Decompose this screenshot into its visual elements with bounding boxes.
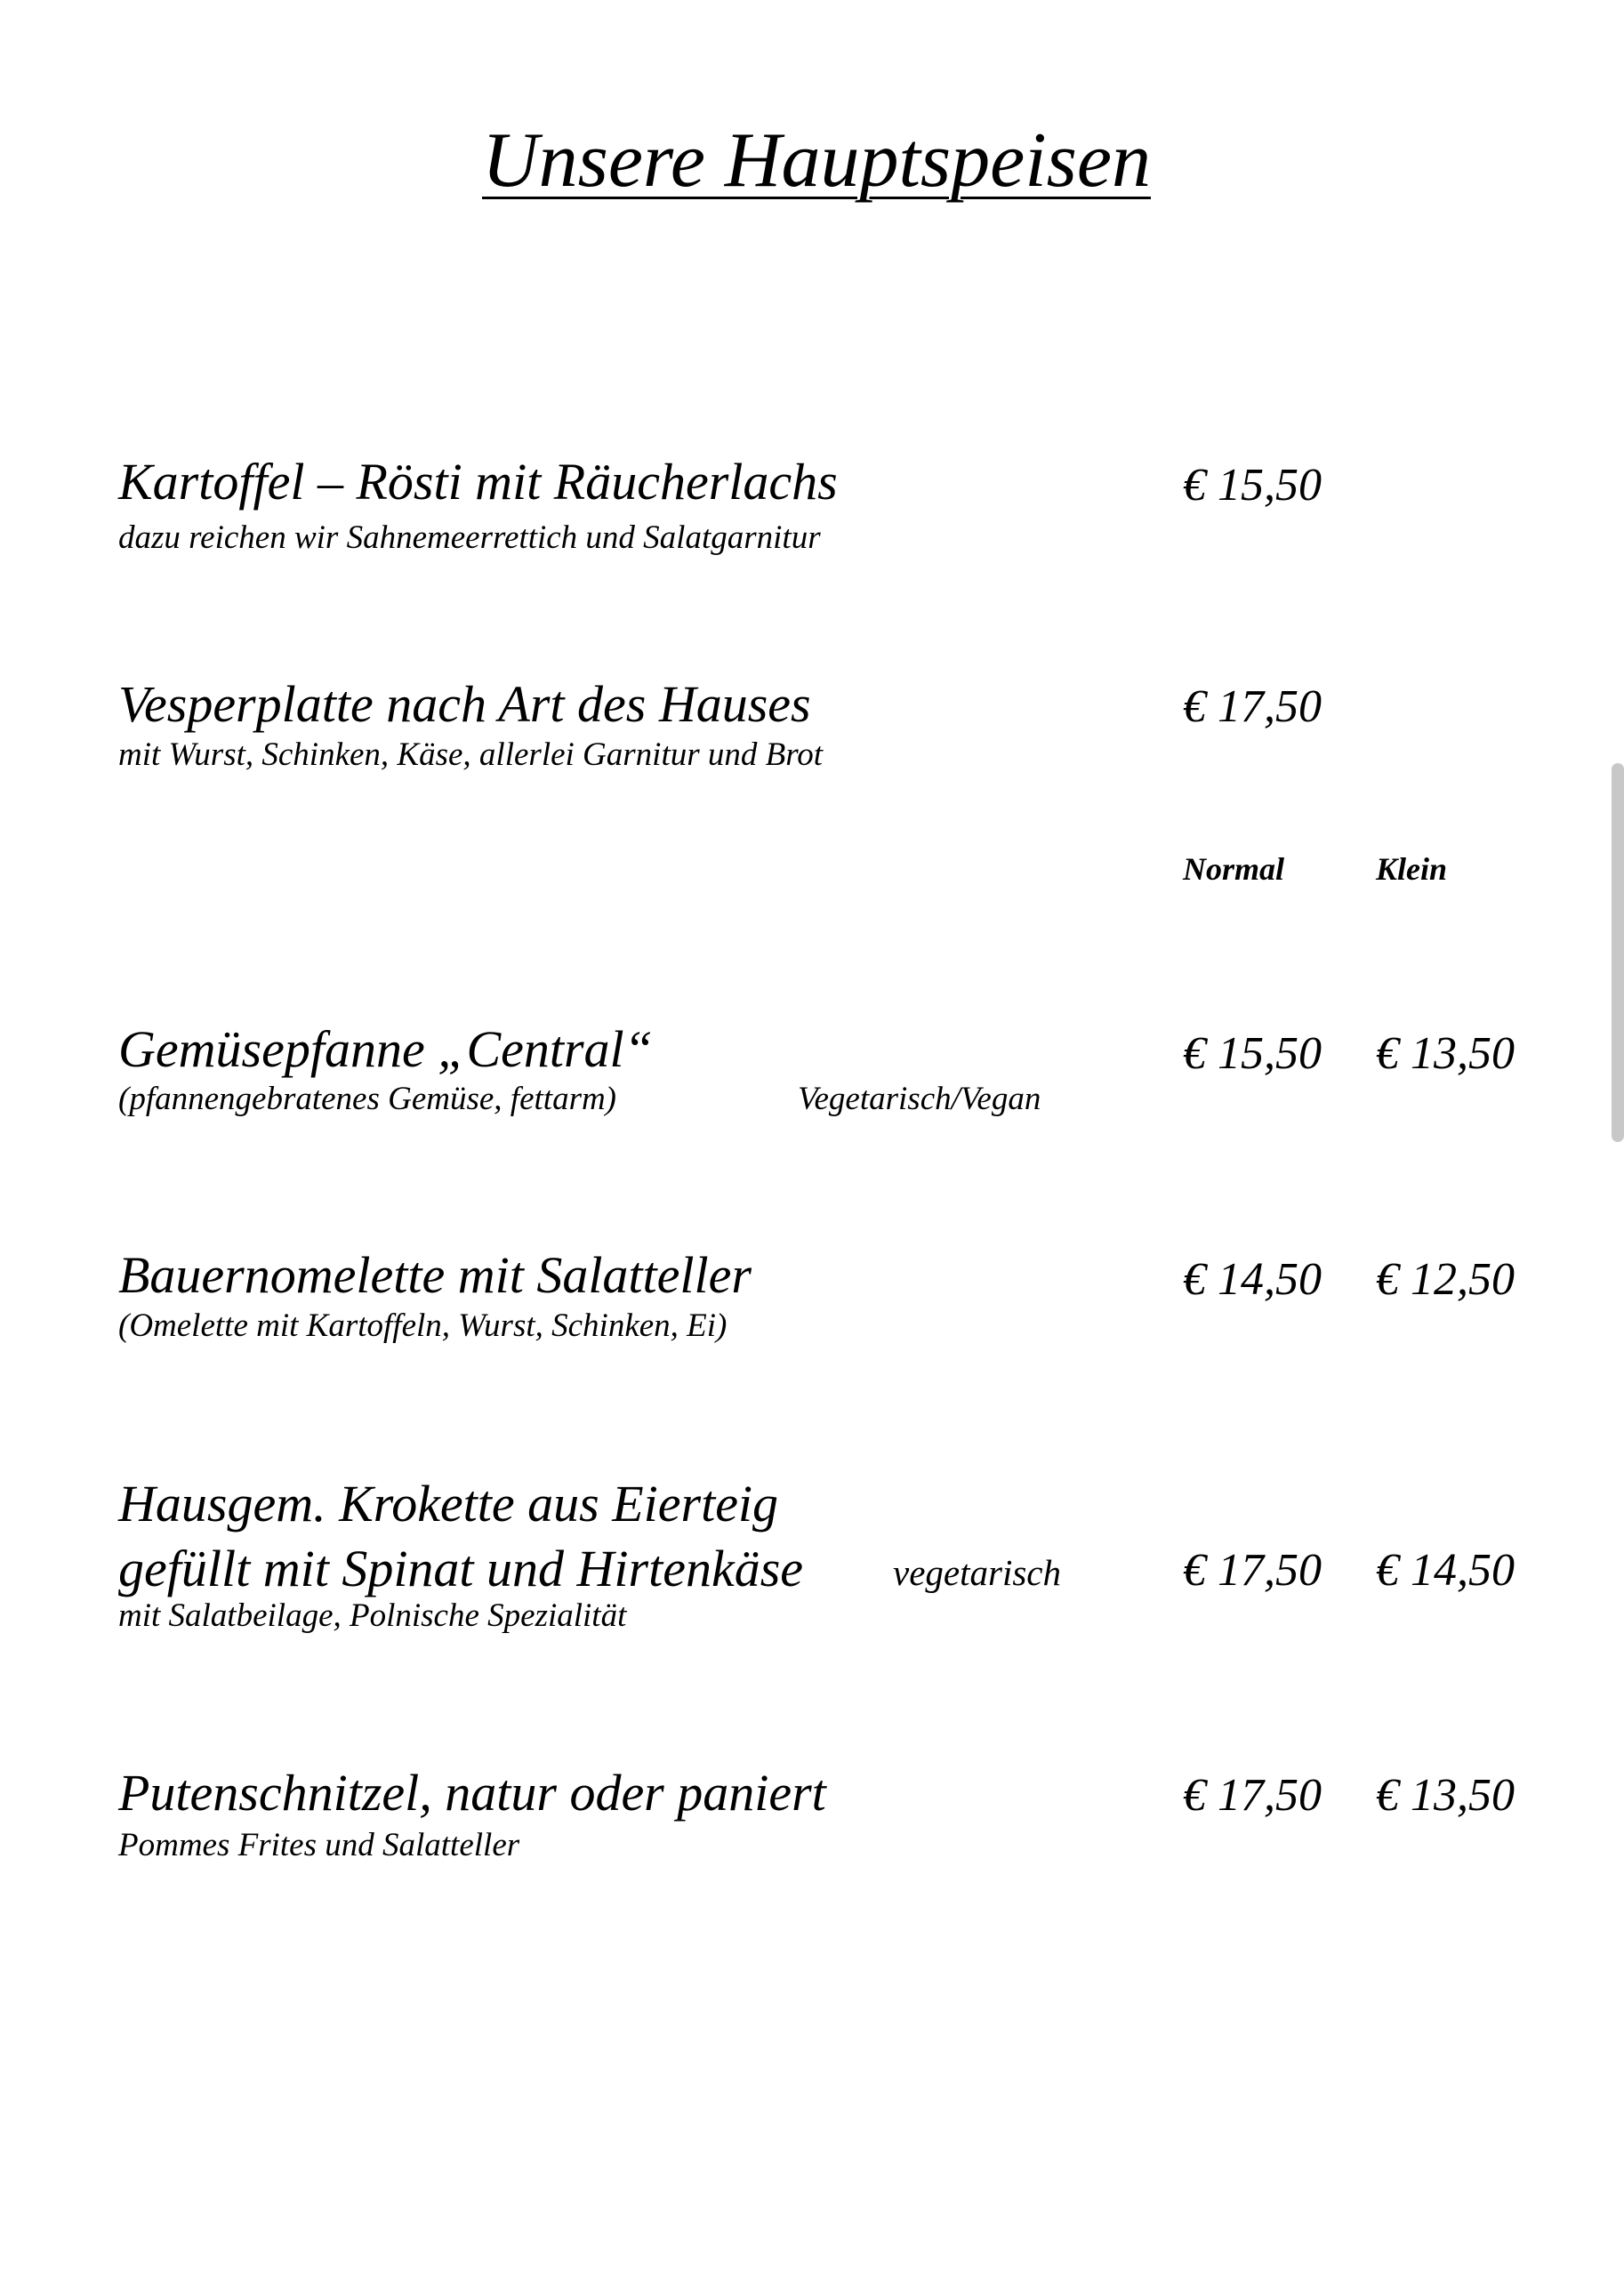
- dish-price: € 15,50: [1183, 460, 1322, 511]
- dish-price-normal: € 15,50: [1183, 1028, 1322, 1079]
- dish-price-klein: € 14,50: [1376, 1545, 1515, 1596]
- dish-name-line1: Hausgem. Krokette aus Eierteig: [118, 1475, 779, 1533]
- dish-description: mit Salatbeilage, Polnische Spezialität: [118, 1597, 627, 1634]
- dish-price-klein: € 13,50: [1376, 1770, 1515, 1821]
- dish-tag: vegetarisch: [893, 1552, 1061, 1593]
- size-header-klein: Klein: [1376, 851, 1448, 887]
- dish-price-normal: € 17,50: [1183, 1545, 1322, 1596]
- dish-description: (pfannengebratenes Gemüse, fettarm): [118, 1081, 617, 1117]
- dish-description: dazu reichen wir Sahnemeerrettich und Salatgarnitur: [118, 519, 821, 556]
- dish-price: € 17,50: [1183, 681, 1322, 732]
- dish-description: (Omelette mit Kartoffeln, Wurst, Schinken, Ei): [118, 1307, 728, 1344]
- page-title: Unsere Hauptspeisen: [482, 117, 1151, 204]
- dish-description: mit Wurst, Schinken, Käse, allerlei Garnitur und Brot: [118, 736, 824, 773]
- dish-price-klein: € 12,50: [1376, 1254, 1515, 1305]
- dish-name: Putenschnitzel, natur oder paniert: [118, 1764, 826, 1822]
- dish-price-normal: € 14,50: [1183, 1254, 1322, 1305]
- dish-price-klein: € 13,50: [1376, 1028, 1515, 1079]
- dish-name: Bauernomelette mit Salatteller: [118, 1246, 752, 1304]
- dish-tag: Vegetarisch/Vegan: [798, 1081, 1041, 1117]
- dish-description: Pommes Frites und Salatteller: [118, 1827, 520, 1863]
- size-header-normal: Normal: [1183, 851, 1285, 887]
- dish-name: Gemüsepfanne „Central“: [118, 1020, 653, 1078]
- dish-name: Vesperplatte nach Art des Hauses: [118, 675, 811, 733]
- dish-name-line2: gefüllt mit Spinat und Hirtenkäse: [118, 1540, 804, 1597]
- vertical-scrollbar[interactable]: [1612, 763, 1624, 1142]
- dish-name: Kartoffel – Rösti mit Räucherlachs: [118, 453, 838, 511]
- dish-price-normal: € 17,50: [1183, 1770, 1322, 1821]
